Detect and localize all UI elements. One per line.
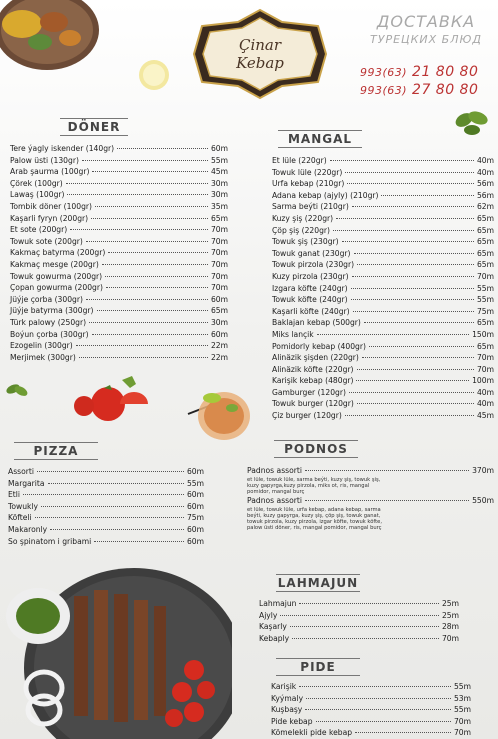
item-name: Tere ýagly iskender (140gr) bbox=[10, 144, 115, 153]
doner-title: DÖNER bbox=[67, 120, 121, 134]
phone-code: 993(63) bbox=[360, 84, 408, 97]
item-price: 56m bbox=[476, 179, 494, 189]
menu-item bbox=[272, 364, 494, 376]
menu-item bbox=[10, 143, 228, 155]
item-price: 22m bbox=[210, 341, 228, 351]
item-name: Kuşbaşy bbox=[271, 705, 303, 715]
item-name: Jüýje batyrma (300gr) bbox=[10, 306, 94, 316]
item-name: Kakmaç mesge (200gr) bbox=[10, 259, 99, 269]
item-name: Türk palowy (250gr) bbox=[10, 317, 87, 327]
menu-item bbox=[10, 247, 228, 259]
item-price: 65m bbox=[476, 213, 494, 223]
item-name: Lahmajun bbox=[259, 599, 297, 608]
menu-item bbox=[10, 166, 228, 178]
menu-item bbox=[10, 178, 228, 190]
menu-item bbox=[10, 236, 228, 248]
menu-item bbox=[10, 305, 228, 317]
menu-item bbox=[259, 633, 459, 645]
menu-item bbox=[10, 224, 228, 236]
menu-item bbox=[10, 352, 228, 364]
menu-item bbox=[272, 352, 494, 364]
phone-code: 993(63) bbox=[360, 66, 408, 79]
item-description: et lüle, towuk lüle, urfa kebap, adana kebap, sarma beýti, kuzy gapyrga, kuzy şiş, çöp şiş, towuk ganat, towuk pirzola, kuzy pirzola, izgar köfte, towuk köfte, palow üsti döner, ris, mangal pomidor, mangal burç bbox=[247, 506, 382, 532]
menu-item bbox=[272, 178, 494, 190]
item-price: 25m bbox=[441, 610, 459, 620]
item-name: Baklajan kebap (500gr) bbox=[272, 318, 361, 328]
item-name: Pide kebap bbox=[271, 716, 313, 726]
menu-item bbox=[259, 621, 459, 633]
menu-item bbox=[272, 283, 494, 295]
phone-digits: 27 80 80 bbox=[412, 82, 479, 98]
item-price: 35m bbox=[210, 201, 228, 211]
lahmajun-heading bbox=[276, 574, 360, 592]
item-name: Izgara köfte (240gr) bbox=[272, 283, 348, 293]
item-price: 62m bbox=[476, 202, 494, 212]
menu-item bbox=[272, 398, 494, 410]
item-name: Urfa kebap (210gr) bbox=[272, 179, 345, 189]
item-price: 28m bbox=[441, 622, 459, 632]
item-name: Towuk burger (120gr) bbox=[272, 399, 354, 409]
item-name: Makaronly bbox=[8, 524, 48, 534]
menu-item bbox=[272, 236, 494, 248]
item-name: Kaşarli köfte (240gr) bbox=[272, 306, 350, 316]
menu-item bbox=[247, 495, 494, 507]
pizza-title: PIZZA bbox=[33, 444, 79, 458]
menu-item bbox=[271, 693, 471, 705]
logo-line1: Çinar bbox=[238, 36, 282, 54]
menu-item bbox=[272, 155, 494, 167]
item-price: 65m bbox=[476, 225, 494, 235]
item-price: 40m bbox=[476, 167, 494, 177]
item-price: 40m bbox=[476, 387, 494, 397]
menu-item bbox=[247, 465, 494, 477]
item-name: Ajyly bbox=[259, 610, 278, 620]
item-price: 60m bbox=[186, 490, 204, 500]
podnos-title: PODNOS bbox=[284, 442, 348, 456]
item-price: 65m bbox=[476, 248, 494, 258]
item-price: 60m bbox=[210, 329, 228, 339]
item-name: Tombik döner (100gr) bbox=[10, 201, 92, 211]
item-name: Adana kebap (ajyly) (210gr) bbox=[272, 190, 379, 200]
item-price: 100m bbox=[472, 376, 494, 386]
menu-item bbox=[272, 167, 494, 179]
menu-item bbox=[10, 329, 228, 341]
item-price: 60m bbox=[186, 467, 204, 476]
item-price: 60m bbox=[186, 501, 204, 511]
item-price: 60m bbox=[210, 144, 228, 153]
delivery-banner bbox=[360, 12, 492, 46]
item-name: Lawaş (100gr) bbox=[10, 190, 65, 200]
item-name: Towuk ganat (230gr) bbox=[272, 248, 351, 258]
item-price: 40m bbox=[476, 399, 494, 409]
item-price: 40m bbox=[476, 156, 494, 165]
item-price: 70m bbox=[453, 716, 471, 726]
item-price: 55m bbox=[453, 705, 471, 715]
menu-item bbox=[259, 598, 459, 610]
menu-item bbox=[10, 201, 228, 213]
pide-list bbox=[271, 681, 471, 739]
item-name: Ezogelin (300gr) bbox=[10, 341, 73, 351]
item-name: Sarma beýti (210gr) bbox=[272, 202, 349, 212]
item-price: 70m bbox=[476, 271, 494, 281]
menu-item bbox=[272, 294, 494, 306]
menu-item bbox=[272, 225, 494, 237]
menu-item bbox=[271, 681, 471, 693]
item-name: Karişik kebap (480gr) bbox=[272, 376, 354, 386]
item-name: Assorti bbox=[8, 467, 34, 476]
item-price: 60m bbox=[186, 524, 204, 534]
item-price: 56m bbox=[476, 190, 494, 200]
item-price: 70m bbox=[210, 225, 228, 235]
mangal-heading bbox=[278, 130, 362, 148]
grilled-corn-plate-image bbox=[0, 0, 102, 74]
menu-item bbox=[272, 317, 494, 329]
item-name: Padnos assorti bbox=[247, 466, 302, 475]
item-name: Padnos assorti bbox=[247, 496, 302, 506]
item-name: Çopan gowurma (200gr) bbox=[10, 283, 103, 293]
menu-item bbox=[271, 704, 471, 716]
item-price: 150m bbox=[472, 329, 494, 339]
item-price: 45m bbox=[476, 411, 494, 421]
pizza-list bbox=[8, 466, 204, 547]
pide-title: PIDE bbox=[300, 660, 336, 674]
item-price: 55m bbox=[476, 295, 494, 305]
item-price: 70m bbox=[476, 353, 494, 363]
phone-digits: 21 80 80 bbox=[412, 64, 479, 80]
item-price: 70m bbox=[441, 633, 459, 643]
item-price: 22m bbox=[210, 352, 228, 362]
item-price: 70m bbox=[210, 271, 228, 281]
item-name: Kaşarly bbox=[259, 622, 287, 632]
phone-number-1[interactable] bbox=[360, 64, 478, 80]
item-price: 25m bbox=[441, 599, 459, 608]
item-price: 75m bbox=[186, 513, 204, 523]
menu-item bbox=[271, 716, 471, 728]
item-name: Gamburger (120gr) bbox=[272, 387, 346, 397]
logo-line2: Kebap bbox=[236, 54, 284, 72]
cinar-kebap-logo bbox=[190, 8, 330, 100]
menu-item bbox=[10, 340, 228, 352]
doner-list bbox=[10, 143, 228, 363]
item-name: Çiz burger (120gr) bbox=[272, 411, 342, 421]
item-name: Kuzy pirzola (230gr) bbox=[272, 271, 349, 281]
menu-item bbox=[272, 201, 494, 213]
item-price: 70m bbox=[476, 364, 494, 374]
menu-item bbox=[8, 466, 204, 478]
lemon-image bbox=[136, 58, 172, 92]
delivery-title: ДОСТАВКА bbox=[376, 12, 476, 31]
item-price: 550m bbox=[472, 496, 494, 506]
item-name: Çörek (100gr) bbox=[10, 178, 63, 188]
menu-item bbox=[272, 341, 494, 353]
item-price: 45m bbox=[210, 167, 228, 177]
item-name: Pomidorly kebap (400gr) bbox=[272, 341, 366, 351]
item-name: Alinäzik köfte (220gr) bbox=[272, 364, 354, 374]
item-name: Alinäzik şişden (220gr) bbox=[272, 353, 359, 363]
item-name: Towuk sote (200gr) bbox=[10, 236, 83, 246]
item-name: Kyýmaly bbox=[271, 693, 304, 703]
item-price: 70m bbox=[210, 236, 228, 246]
item-price: 70m bbox=[210, 283, 228, 293]
lahmajun-title: LAHMAJUN bbox=[277, 576, 359, 590]
doner-heading bbox=[60, 118, 128, 136]
menu-item bbox=[259, 610, 459, 622]
tomatoes-image bbox=[70, 374, 154, 426]
menu-item bbox=[272, 271, 494, 283]
item-price: 60m bbox=[210, 294, 228, 304]
item-price: 65m bbox=[476, 260, 494, 270]
item-name: Towuk lüle (220gr) bbox=[272, 167, 343, 177]
item-name: Köfteli bbox=[8, 513, 32, 523]
phone-number-2[interactable] bbox=[360, 82, 478, 98]
item-name: Et lüle (220gr) bbox=[272, 156, 327, 165]
item-name: Towuk köfte (240gr) bbox=[272, 295, 348, 305]
item-name: Margarita bbox=[8, 478, 45, 488]
item-price: 70m bbox=[453, 728, 471, 738]
item-name: Çöp şiş (220gr) bbox=[272, 225, 330, 235]
item-price: 65m bbox=[210, 306, 228, 316]
item-price: 65m bbox=[210, 213, 228, 223]
menu-item bbox=[10, 317, 228, 329]
item-price: 53m bbox=[453, 693, 471, 703]
item-price: 55m bbox=[210, 155, 228, 165]
item-price: 30m bbox=[210, 178, 228, 188]
item-price: 30m bbox=[210, 317, 228, 327]
menu-item bbox=[272, 329, 494, 341]
menu-item bbox=[10, 189, 228, 201]
item-name: Miks lançik bbox=[272, 329, 314, 339]
cocktail-glass-image bbox=[184, 376, 256, 448]
item-price: 55m bbox=[453, 682, 471, 691]
pide-heading bbox=[276, 658, 360, 676]
mangal-title: MANGAL bbox=[287, 132, 353, 146]
item-name: Kaşarli fyryn (200gr) bbox=[10, 213, 89, 223]
menu-item bbox=[272, 190, 494, 202]
item-price: 30m bbox=[210, 190, 228, 200]
mangal-list bbox=[272, 155, 494, 422]
item-name: Towuk gowurma (200gr) bbox=[10, 271, 103, 281]
item-name: Et sote (200gr) bbox=[10, 225, 68, 235]
item-price: 60m bbox=[186, 536, 204, 546]
menu-item bbox=[272, 410, 494, 422]
menu-item bbox=[8, 501, 204, 513]
podnos-heading bbox=[274, 440, 358, 458]
delivery-subtitle: ТУРЕЦКИХ БЛЮД bbox=[370, 33, 482, 46]
item-name: Towuk şiş (230gr) bbox=[272, 237, 339, 247]
menu-item bbox=[272, 248, 494, 260]
menu-item bbox=[10, 213, 228, 225]
item-description: et lüle, towuk lüle, sarma beýti, kuzy şiş, towuk şiş, kuzy gapyrga,kuzy pirzola, miks ot, ris, mangal pomidor, mangal burç bbox=[247, 476, 381, 495]
menu-item bbox=[272, 306, 494, 318]
item-name: Karişik bbox=[271, 682, 297, 691]
item-name: Kuzy şiş (220gr) bbox=[272, 213, 334, 223]
menu-item bbox=[8, 478, 204, 490]
item-price: 70m bbox=[210, 259, 228, 269]
item-name: Towuk pirzola (230gr) bbox=[272, 260, 355, 270]
menu-item bbox=[8, 536, 204, 548]
item-price: 65m bbox=[476, 237, 494, 247]
item-name: Boýun çorba (300gr) bbox=[10, 329, 89, 339]
menu-item bbox=[10, 259, 228, 271]
podnos-list bbox=[247, 465, 494, 532]
menu-item bbox=[272, 213, 494, 225]
item-price: 75m bbox=[476, 306, 494, 316]
menu-item bbox=[272, 375, 494, 387]
menu-item bbox=[8, 512, 204, 524]
menu-item bbox=[10, 282, 228, 294]
item-name: Palow üsti (130gr) bbox=[10, 155, 79, 165]
menu-item bbox=[10, 155, 228, 167]
item-price: 65m bbox=[476, 341, 494, 351]
item-name: Arab şaurma (100gr) bbox=[10, 167, 90, 177]
item-name: So şpinatom i gribami bbox=[8, 536, 92, 546]
item-name: Jüýje çorba (300gr) bbox=[10, 294, 83, 304]
menu-item bbox=[272, 259, 494, 271]
herb-leaf-image bbox=[4, 378, 30, 402]
kebab-skewers-platter-image bbox=[4, 560, 232, 739]
item-price: 55m bbox=[476, 283, 494, 293]
item-name: Kebaply bbox=[259, 633, 290, 643]
menu-item bbox=[8, 524, 204, 536]
herb-leaf-image bbox=[452, 106, 492, 140]
pizza-heading bbox=[14, 442, 98, 460]
item-price: 370m bbox=[472, 466, 494, 475]
item-price: 70m bbox=[210, 248, 228, 258]
item-name: Kakmaç batyrma (200gr) bbox=[10, 248, 106, 258]
menu-item bbox=[10, 271, 228, 283]
menu-item bbox=[272, 387, 494, 399]
menu-item bbox=[10, 294, 228, 306]
menu-item bbox=[8, 489, 204, 501]
item-price: 55m bbox=[186, 478, 204, 488]
menu-item bbox=[271, 727, 471, 739]
item-price: 65m bbox=[476, 318, 494, 328]
item-name: Merjimek (300gr) bbox=[10, 352, 76, 362]
item-name: Towukly bbox=[8, 501, 39, 511]
item-name: Etli bbox=[8, 490, 20, 500]
lahmajun-list bbox=[259, 598, 459, 644]
item-name: Kömelekli pide kebap bbox=[271, 728, 353, 738]
